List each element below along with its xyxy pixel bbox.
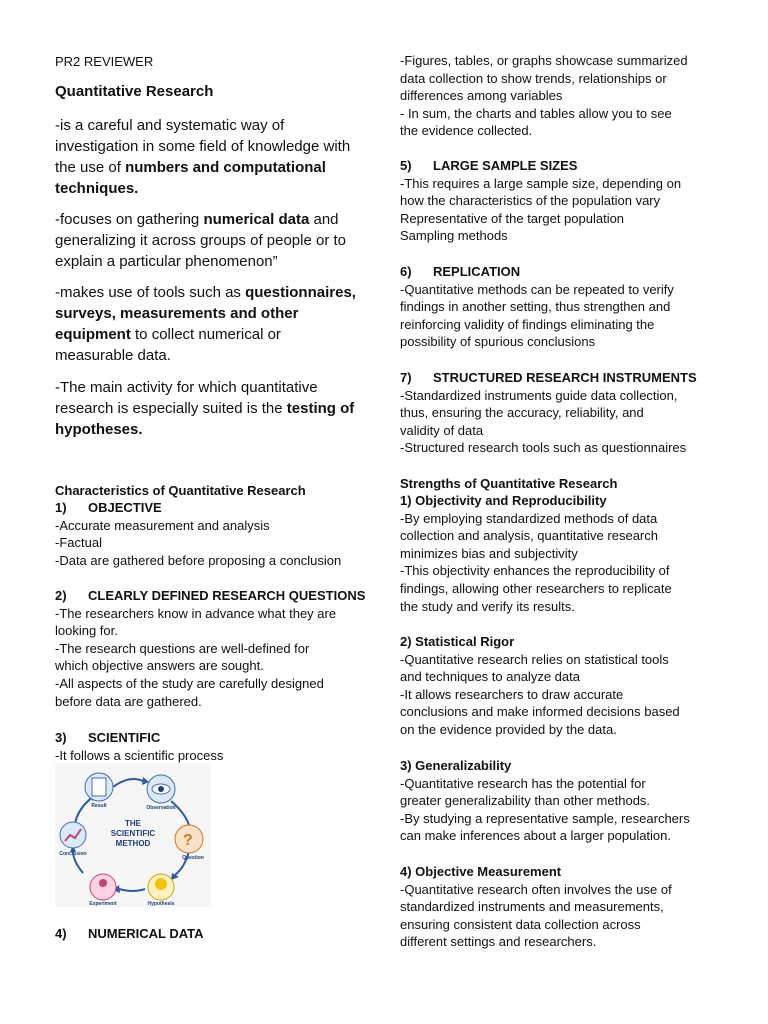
cycle-arrow [119, 889, 145, 891]
characteristic-body [400, 387, 730, 457]
text-run: research is especially suited is the [55, 400, 287, 417]
text-line [55, 136, 350, 157]
text-line: can make inferences about a larger population. [400, 828, 672, 844]
strength-heading: 1) Objectivity and Reproducibility [400, 493, 607, 508]
scientific-method-svg [55, 763, 211, 907]
text-line [55, 377, 354, 398]
clipboard-icon [92, 778, 106, 796]
characteristic-3 [55, 729, 385, 764]
characteristic-heading: 1) OBJECTIVE [55, 500, 162, 515]
characteristic-body [400, 175, 730, 245]
text-line: findings, allowing other researchers to replicate [400, 580, 672, 596]
doc-title: PR2 REVIEWER [55, 54, 154, 69]
strength-body [400, 510, 730, 616]
characteristic-1 [55, 499, 385, 569]
text-run: and [309, 211, 339, 228]
characteristic-heading: 5) LARGE SAMPLE SIZES [400, 158, 578, 173]
characteristic-heading: 2) CLEARLY DEFINED RESEARCH QUESTIONS [55, 588, 366, 603]
characteristic-body [400, 281, 730, 351]
text-line: -Quantitative research often involves the use of [400, 881, 672, 897]
diagram-step-label: Hypothesis [147, 901, 175, 907]
text-line: -It follows a scientific process [55, 747, 224, 763]
text-line: -Structured research tools such as questionnaires [400, 440, 687, 456]
text-line: -Quantitative research has the potential for [400, 775, 646, 791]
text-run: -The main activity for which quantitative [55, 379, 318, 396]
diagram-center-line2: SCIENTIFIC [110, 829, 156, 838]
strength-body [400, 651, 730, 739]
text-run: to collect numerical or [130, 326, 281, 343]
text-line: conclusions and make informed decisions based [400, 704, 680, 720]
characteristics-title: Characteristics of Quantitative Research [55, 483, 306, 498]
text-line: -This objectivity enhances the reproducibility of [400, 563, 670, 579]
text-line: -The research questions are well-defined for [55, 640, 310, 656]
text-line: and techniques to analyze data [400, 669, 580, 685]
text-line [55, 230, 346, 251]
strength-heading: 3) Generalizability [400, 758, 512, 773]
conclusion-step-icon [60, 822, 86, 848]
question-mark-icon: ? [183, 832, 193, 849]
text-line: before data are gathered. [55, 693, 202, 709]
text-line: standardized instruments and measurements, [400, 899, 664, 915]
diagram-step-label: Conclusion [59, 851, 87, 857]
characteristic-4-body [400, 52, 730, 140]
text-line: -By employing standardized methods of data [400, 510, 658, 526]
text-line: thus, ensuring the accuracy, reliability, and [400, 405, 644, 421]
characteristic-heading: 6) REPLICATION [400, 264, 521, 279]
text-line: -Accurate measurement and analysis [55, 517, 270, 533]
light-bulb-icon [155, 878, 167, 890]
text-run: explain a particular phenomenon” [55, 253, 278, 270]
text-line: -This requires a large sample size, depending on [400, 175, 682, 191]
strength-2 [400, 633, 730, 739]
text-line [55, 398, 354, 419]
characteristic-body [55, 605, 385, 711]
strength-4 [400, 863, 730, 951]
characteristic-6 [400, 263, 730, 351]
text-line: how the characteristics of the population vary [400, 193, 661, 209]
strength-heading: 4) Objective Measurement [400, 864, 562, 879]
text-line: looking for. [55, 623, 118, 639]
qr-paragraph [55, 115, 350, 199]
diagram-center-line1: THE [125, 819, 141, 828]
text-line [55, 209, 346, 230]
text-run: measurable data. [55, 347, 171, 364]
text-line: data collection to show trends, relationships or [400, 70, 667, 86]
qr-paragraph [55, 377, 354, 440]
text-line: Sampling methods [400, 228, 508, 244]
strength-3 [400, 757, 730, 845]
text-run: the use of [55, 159, 126, 176]
qr-paragraph [55, 282, 356, 366]
text-run: generalizing it across groups of people or to [55, 232, 347, 249]
text-line: the evidence collected. [400, 123, 533, 139]
text-line: validity of data [400, 422, 484, 438]
strengths-title: Strengths of Quantitative Research [400, 476, 618, 491]
strength-heading: 2) Statistical Rigor [400, 634, 515, 649]
text-line: -Quantitative research relies on statistical tools [400, 651, 669, 667]
text-run: -is a careful and systematic way of [55, 117, 285, 134]
bold-text: hypotheses. [55, 421, 143, 438]
text-line [55, 251, 346, 272]
cycle-arrow [113, 779, 143, 787]
strength-body [400, 775, 730, 845]
characteristic-heading: 7) STRUCTURED RESEARCH INSTRUMENTS [400, 370, 697, 385]
characteristic-heading: 3) SCIENTIFIC [55, 730, 161, 745]
text-line [55, 303, 356, 324]
characteristic-5 [400, 157, 730, 245]
text-run: -focuses on gathering [55, 211, 204, 228]
diagram-center-line3: METHOD [115, 839, 151, 848]
text-line: -By studying a representative sample, researchers [400, 810, 690, 826]
text-run: -makes use of tools such as [55, 284, 246, 301]
bold-text: surveys, measurements and other [55, 305, 299, 322]
characteristic-body [55, 517, 385, 570]
strength-body [400, 881, 730, 951]
text-line [55, 345, 356, 366]
text-line: -Data are gathered before proposing a conclusion [55, 552, 342, 568]
eye-pupil-icon [158, 786, 164, 792]
text-line: minimizes bias and subjectivity [400, 545, 578, 561]
bold-text: testing of [286, 400, 355, 417]
text-line [55, 115, 350, 136]
text-line: -All aspects of the study are carefully designed [55, 675, 324, 691]
strength-1 [400, 492, 730, 615]
text-line: - In sum, the charts and tables allow you to see [400, 105, 672, 121]
diagram-step-label: Result [91, 803, 107, 809]
scientist-icon [99, 879, 107, 887]
diagram-step-label: Observation [146, 805, 176, 811]
text-line [55, 282, 356, 303]
text-line [55, 419, 354, 440]
text-line: -The researchers know in advance what they are [55, 605, 337, 621]
characteristic-4-heading: 4) NUMERICAL DATA [55, 926, 204, 941]
bold-text: techniques. [55, 180, 139, 197]
diagram-step-label: Question [182, 855, 204, 861]
text-line [55, 324, 356, 345]
text-line [55, 178, 350, 199]
text-line: differences among variables [400, 88, 563, 104]
text-line: collection and analysis, quantitative research [400, 528, 658, 544]
characteristic-7 [400, 369, 730, 457]
text-line: possibility of spurious conclusions [400, 334, 596, 350]
text-line: -Factual [55, 535, 102, 551]
text-line: different settings and researchers. [400, 934, 597, 950]
characteristic-2 [55, 587, 385, 710]
text-line: -Quantitative methods can be repeated to verify [400, 281, 674, 297]
characteristic-body [55, 747, 385, 765]
text-run: investigation in some field of knowledge with [55, 138, 351, 155]
text-line: greater generalizability than other methods. [400, 793, 651, 809]
diagram-step-label: Experiment [89, 901, 117, 907]
bold-text: questionnaires, [245, 284, 356, 301]
text-line [55, 157, 350, 178]
text-line: -Standardized instruments guide data collection, [400, 387, 678, 403]
text-line: reinforcing validity of findings eliminating the [400, 316, 655, 332]
bold-text: numerical data [203, 211, 310, 228]
cycle-arrow [75, 797, 93, 823]
text-line: ensuring consistent data collection across [400, 916, 641, 932]
bold-text: equipment [55, 326, 131, 343]
text-line: -Figures, tables, or graphs showcase summarized [400, 53, 688, 68]
text-line: findings in another setting, thus strengthen and [400, 299, 671, 315]
text-line: on the evidence provided by the data. [400, 721, 617, 737]
section-heading-quantitative-research: Quantitative Research [55, 83, 214, 100]
qr-paragraph [55, 209, 346, 272]
bold-text: numbers and computational [125, 159, 326, 176]
text-line: Representative of the target population [400, 210, 625, 226]
text-line: which objective answers are sought. [55, 658, 264, 674]
text-line: the study and verify its results. [400, 598, 575, 614]
text-line: -It allows researchers to draw accurate [400, 686, 624, 702]
scientific-method-diagram [55, 763, 211, 907]
